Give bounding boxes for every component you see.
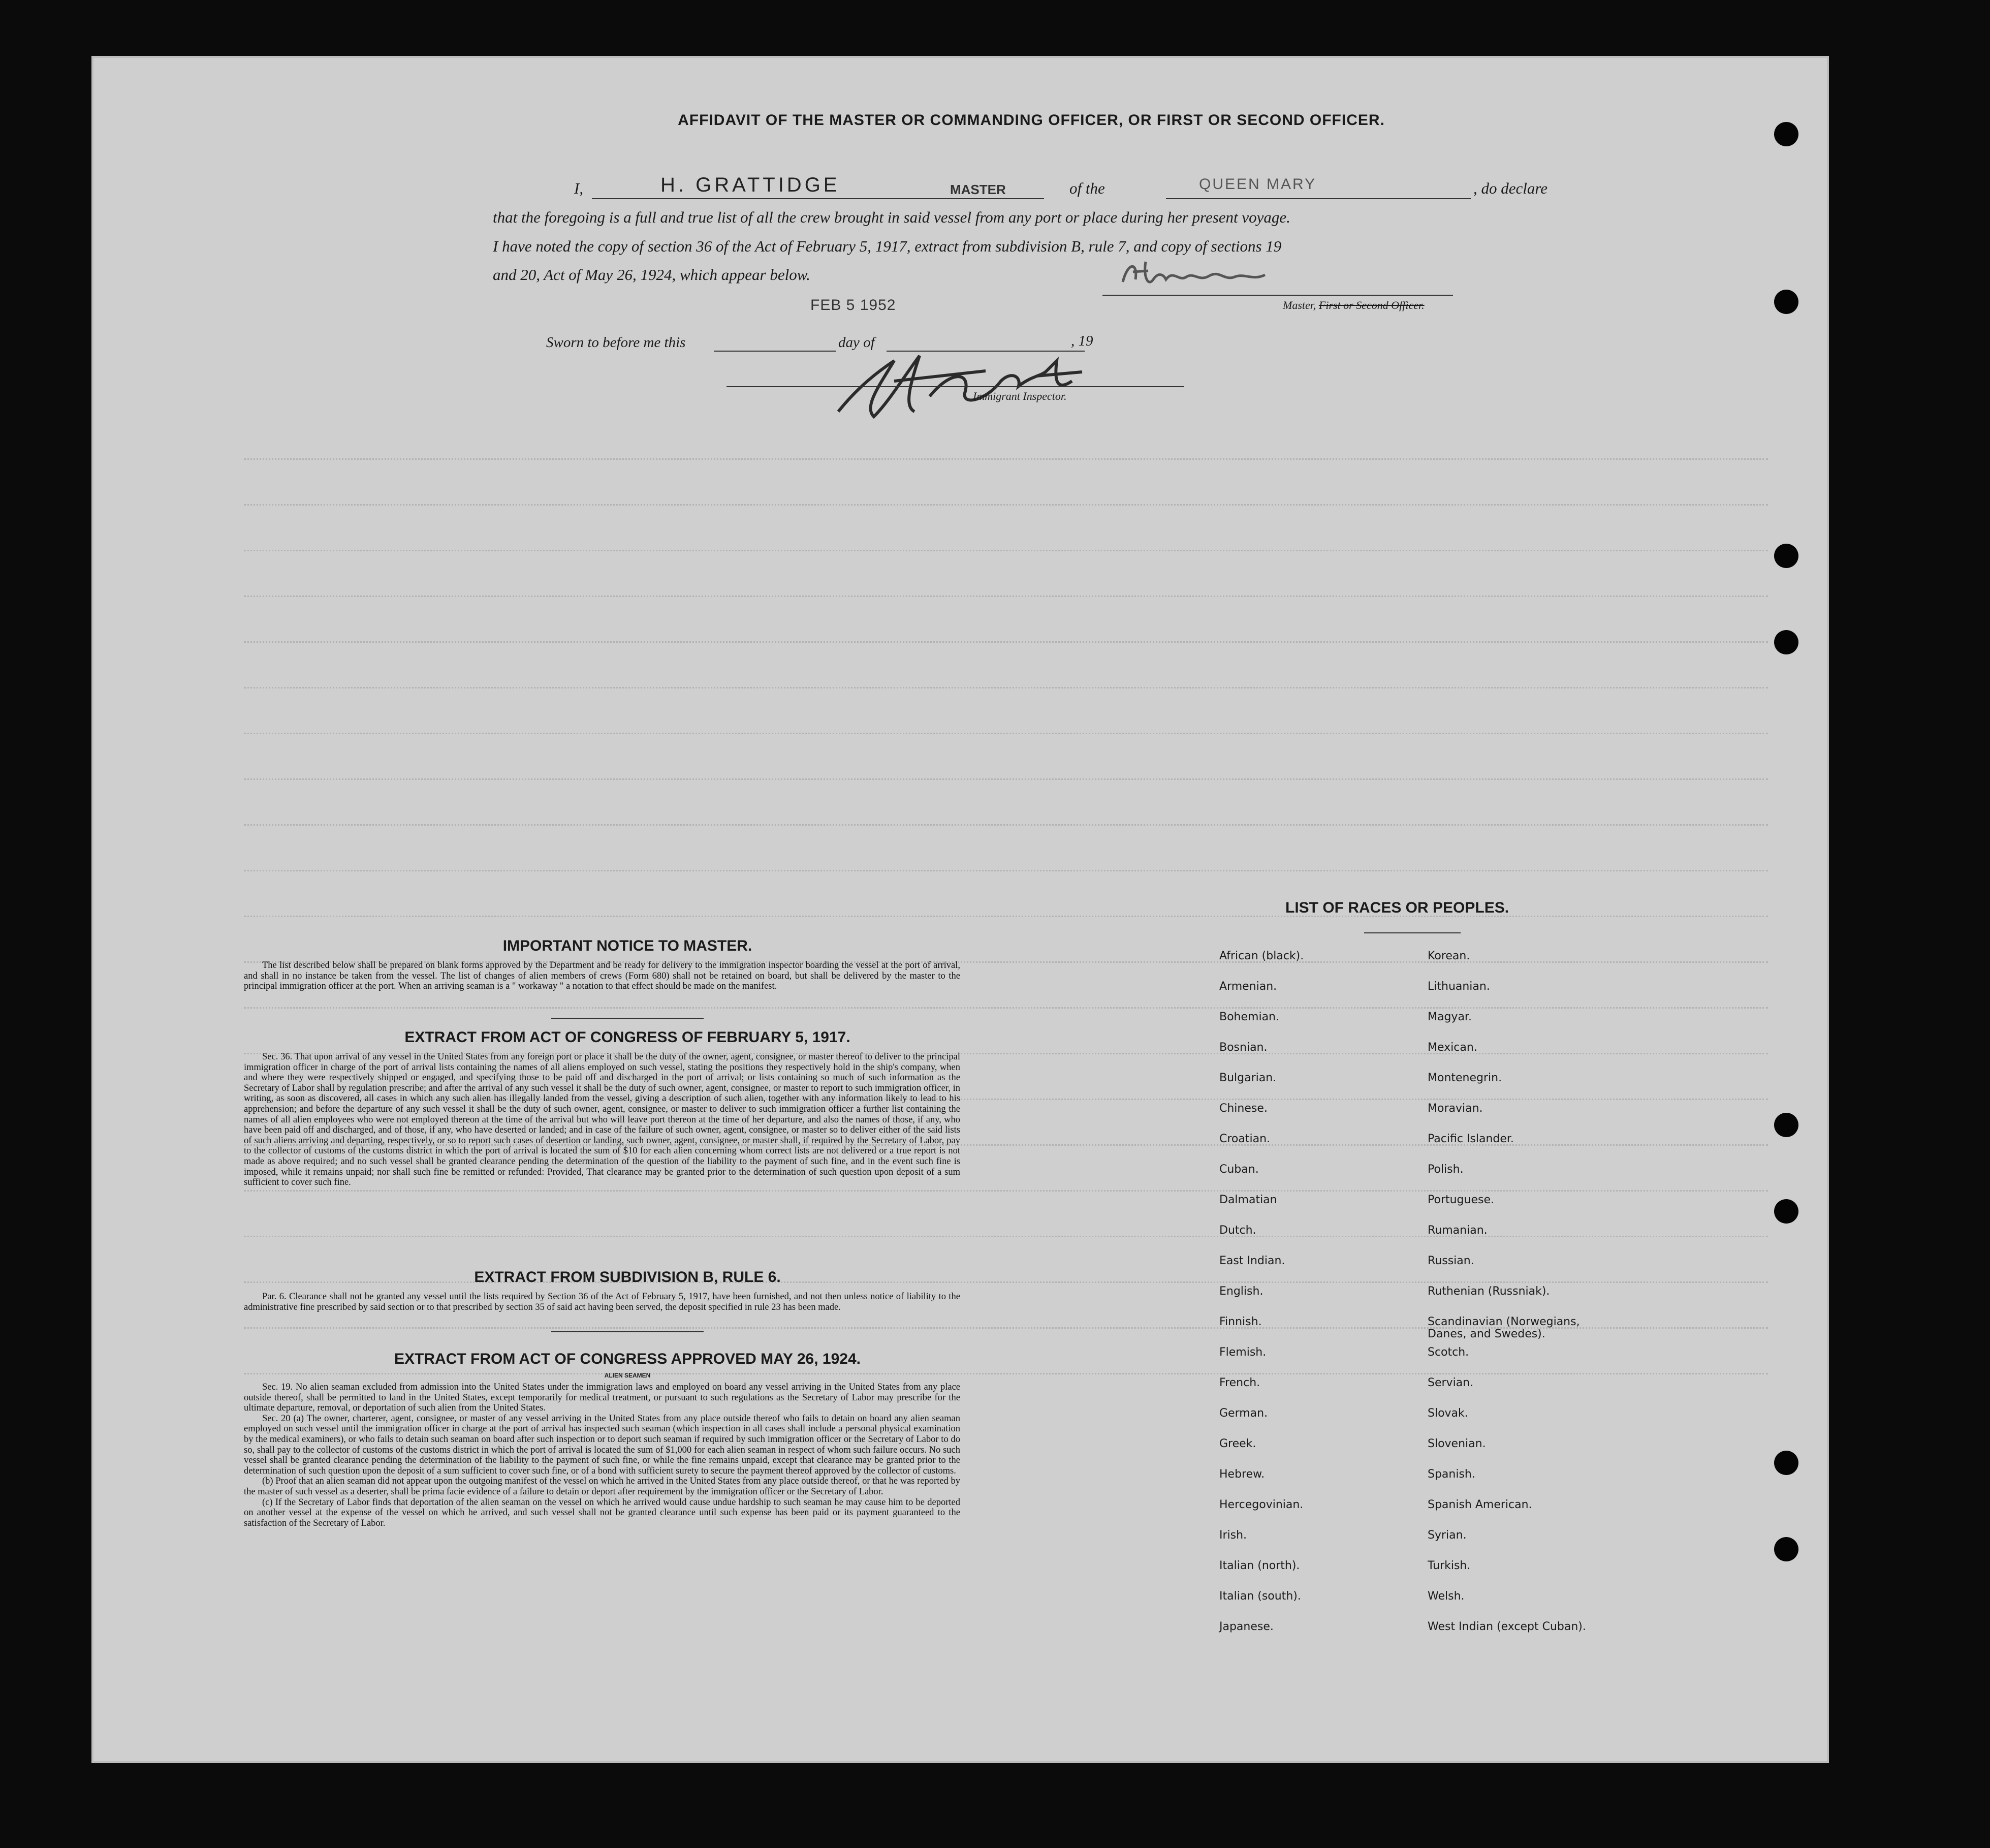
extract-1924-text xyxy=(244,1382,960,1528)
race-item: Moravian. xyxy=(1428,1102,1483,1115)
punch-hole xyxy=(1774,122,1798,146)
sworn-day-line xyxy=(714,351,836,352)
race-item: Rumanian. xyxy=(1428,1224,1488,1237)
race-item: French. xyxy=(1219,1376,1260,1389)
punch-hole xyxy=(1774,544,1798,568)
race-item: Slovenian. xyxy=(1428,1437,1486,1450)
race-item: Irish. xyxy=(1219,1529,1247,1542)
extract-1917-title: EXTRACT FROM ACT OF CONGRESS OF FEBRUARY 5, 1917. xyxy=(404,1029,850,1046)
race-item: Croatian. xyxy=(1219,1133,1271,1145)
master-name-line xyxy=(592,198,1044,199)
affidavit-do-declare: , do declare xyxy=(1473,179,1548,197)
race-item: Portuguese. xyxy=(1428,1194,1494,1206)
race-item: Mexican. xyxy=(1428,1041,1477,1054)
rule-6-title: EXTRACT FROM SUBDIVISION B, RULE 6. xyxy=(474,1269,781,1286)
race-item: Montenegrin. xyxy=(1428,1072,1502,1084)
document-page xyxy=(91,56,1829,1763)
extract-1924-subtitle: ALIEN SEAMEN xyxy=(604,1372,651,1379)
inspector-caption: Immigrant Inspector. xyxy=(973,390,1067,402)
affidavit-line-3: I have noted the copy of section 36 of the Act of February 5, 1917, extract from subdivision B, rule 7, and copy of sections 19 xyxy=(493,237,1282,255)
races-right-column xyxy=(1428,950,1595,1651)
race-item: Finnish. xyxy=(1219,1315,1262,1328)
extract-1924-sec-20c: (c) If the Secretary of Labor finds that deportation of the alien seaman on the vessel on which he arrived would cause undue hardship to such seaman he may cause him to be deported on another vessel at the expense of the vessel on which he arrived, and such vessel shall not be granted clearance until such expense has been paid or its payment guaranteed to the satisfaction of the Secretary of Labor. xyxy=(244,1497,960,1528)
race-item: Dalmatian xyxy=(1219,1194,1277,1206)
race-item: Hebrew. xyxy=(1219,1468,1265,1481)
races-title: LIST OF RACES OR PEOPLES. xyxy=(1285,899,1509,916)
race-item: Turkish. xyxy=(1428,1559,1471,1572)
race-item: Magyar. xyxy=(1428,1011,1472,1023)
race-item: Hercegovinian. xyxy=(1219,1498,1304,1511)
punch-hole xyxy=(1774,1537,1798,1561)
notice-text xyxy=(244,960,960,992)
punch-hole xyxy=(1774,1199,1798,1224)
extract-1924-title: EXTRACT FROM ACT OF CONGRESS APPROVED MAY 26, 1924. xyxy=(394,1351,861,1367)
extract-1924-sec-20b: (b) Proof that an alien seaman did not appear upon the outgoing manifest of the vessel on which he arrived in the United States from any place outside thereof, or that he was reported by the master of such vessel as a deserter, shall be prima facie evidence of a failure to detain or deport after requirement by the immigration officer or the Secretary of Labor. xyxy=(244,1476,960,1497)
punch-hole xyxy=(1774,630,1798,654)
race-item: Flemish. xyxy=(1219,1346,1267,1359)
divider xyxy=(551,1331,704,1332)
punch-hole xyxy=(1774,1113,1798,1137)
race-item: English. xyxy=(1219,1285,1264,1298)
extract-1924-sec-19: Sec. 19. No alien seaman excluded from admission into the United States under the immigration laws and employed on board any vessel arriving in the United States from any place outside thereof, shall be permitted to land in the United States, except temporarily for medical treatment, or pursuant to such regulations as the Secretary of Labor may prescribe for the ultimate departure, removal, or deportation of such alien from the United States. xyxy=(244,1382,960,1414)
vessel-line xyxy=(1166,198,1471,199)
master-caption-b: First or Second Officer. xyxy=(1318,299,1425,311)
race-item: Spanish American. xyxy=(1428,1498,1532,1511)
race-item: Japanese. xyxy=(1219,1620,1274,1633)
master-caption-a: Master, xyxy=(1283,299,1316,311)
race-item: Polish. xyxy=(1428,1163,1464,1176)
race-item: Italian (south). xyxy=(1219,1590,1301,1603)
vessel-name: QUEEN MARY xyxy=(1199,176,1317,193)
sworn-text-b: day of xyxy=(838,334,875,351)
affidavit-line-2: that the foregoing is a full and true list of all the crew brought in said vessel from any port or place during her present voyage. xyxy=(493,208,1290,226)
race-item: Pacific Islander. xyxy=(1428,1133,1514,1145)
rule-6-paragraph: Par. 6. Clearance shall not be granted any vessel until the lists required by Section 36 of the Act of February 5, 1917, have been furnished, and not then unless notice of liability to the administrative fine prescribed by said section or to that prescribed by section 35 of said act having been served, the deposit specified in rule 23 has been made. xyxy=(244,1292,960,1312)
extract-1917-text xyxy=(244,1052,960,1188)
notice-title: IMPORTANT NOTICE TO MASTER. xyxy=(502,937,752,954)
race-item: Spanish. xyxy=(1428,1468,1475,1481)
master-signature-line xyxy=(1102,295,1453,296)
race-item: East Indian. xyxy=(1219,1255,1285,1267)
master-name: H. GRATTIDGE xyxy=(660,174,840,196)
punch-hole xyxy=(1774,1451,1798,1475)
sworn-text-c: , 19 xyxy=(1071,333,1093,349)
race-item: African (black). xyxy=(1219,950,1304,962)
inspector-signature xyxy=(818,340,1102,427)
affidavit-line-4: and 20, Act of May 26, 1924, which appear below. xyxy=(493,266,810,284)
race-item: German. xyxy=(1219,1407,1268,1420)
divider xyxy=(1364,932,1461,933)
race-item: Korean. xyxy=(1428,950,1470,962)
race-item: West Indian (except Cuban). xyxy=(1428,1620,1586,1633)
races-left-column xyxy=(1219,950,1304,1651)
race-item: Greek. xyxy=(1219,1437,1256,1450)
affidavit-title: AFFIDAVIT OF THE MASTER OR COMMANDING OFFICER, OR FIRST OR SECOND OFFICER. xyxy=(678,112,1385,129)
race-item: Slovak. xyxy=(1428,1407,1468,1420)
race-item: Bohemian. xyxy=(1219,1011,1279,1023)
race-item: Lithuanian. xyxy=(1428,980,1490,993)
race-item: Welsh. xyxy=(1428,1590,1465,1603)
race-item: Bosnian. xyxy=(1219,1041,1268,1054)
race-item: Italian (north). xyxy=(1219,1559,1300,1572)
race-item: Chinese. xyxy=(1219,1102,1268,1115)
race-item: Armenian. xyxy=(1219,980,1277,993)
master-caption xyxy=(1283,299,1425,312)
divider xyxy=(551,1018,704,1019)
race-item: Cuban. xyxy=(1219,1163,1259,1176)
master-signature xyxy=(1118,252,1280,297)
punch-hole xyxy=(1774,290,1798,314)
race-item: Scandinavian (Norwegians, Danes, and Swedes). xyxy=(1428,1315,1580,1340)
affidavit-of-the: of the xyxy=(1069,179,1105,197)
sworn-text-a: Sworn to before me this xyxy=(546,334,686,351)
race-item: Russian. xyxy=(1428,1255,1474,1267)
race-item: Dutch. xyxy=(1219,1224,1256,1237)
race-item: Ruthenian (Russniak). xyxy=(1428,1285,1550,1298)
notice-paragraph: The list described below shall be prepared on blank forms approved by the Department and be ready for delivery to the immigration inspector boarding the vessel at the port of arrival, and shall in no instance be taken from the vessel. The list of changes of alien members of crews (Form 680) shall not be retained on board, but shall be delivered by the master to the principal immigration officer at the port. When an arriving seaman is a " workaway " a notation to that effect should be made on the manifest. xyxy=(244,960,960,992)
race-item: Scotch. xyxy=(1428,1346,1469,1359)
master-rank-stamp: MASTER xyxy=(950,182,1006,197)
race-item: Servian. xyxy=(1428,1376,1474,1389)
race-item: Syrian. xyxy=(1428,1529,1467,1542)
inspector-signature-line xyxy=(726,386,1184,387)
extract-1917-paragraph: Sec. 36. That upon arrival of any vessel in the United States from any foreign port or place it shall be the duty of the owner, agent, consignee, or master thereof to deliver to the principal immigration officer in charge of the port of arrival lists containing the names of all aliens employed on such vessel, stating the positions they respectively hold in the ship's company, when and where they were respectively shipped or engaged, and specifying those to be paid off and discharged in the port of arrival; or lists containing so much of such information as the Secretary of Labor shall by regulation prescribe; and after the arrival of any such vessel it shall be the duty of such owner, agent, consignee, or master to report to such immigration officer, in writing, as soon as discovered, all cases in which any such alien has illegally landed from the vessel, giving a description of such alien, together with any information likely to lead to his apprehension; and before the departure of any such vessel it shall be the duty of such owner, agent, consignee, or master to deliver to such immigration officer a further list containing the names of all alien employees who were not employed thereon at the time of the arrival but who will leave port thereon at the time of her departure, and also the names of those, if any, who have been paid off and discharged, and of those, if any, who have deserted or landed; and in case of the failure of such owner, agent, consignee, or master so to deliver either of the said lists of such aliens arriving and departing, respectively, or so to report such cases of desertion or landing, such owner, agent, consignee, or master shall, if required by the Secretary of Labor, pay to the collector of customs of the customs district in which the port of arrival is located the sum of $10 for each alien concerning whom correct lists are not delivered or a true report is not made as above required; and no such vessel shall be granted clearance pending the determination of the question of the liability to the payment of such fine, and in the event such fine is imposed, while it remains unpaid; nor shall such fine be remitted or refunded: Provided, That clearance may be granted prior to the determination of such question upon deposit of a sum sufficient to cover such fine. xyxy=(244,1052,960,1188)
race-item: Bulgarian. xyxy=(1219,1072,1277,1084)
affidavit-i: I, xyxy=(574,179,584,197)
date-stamp: FEB 5 1952 xyxy=(810,297,896,314)
rule-6-text xyxy=(244,1292,960,1312)
extract-1924-sec-20a: Sec. 20 (a) The owner, charterer, agent, consignee, or master of any vessel arriving in the United States from any place outside thereof who fails to detain on board any alien seaman employed on such vessel until the immigration officer in charge at the port of arrival has inspected such seaman (which inspection in all cases shall include a personal physical examination by the medical examiners), or who fails to detain such seaman on board after such inspection or to deport such seaman if required by such immigration officer or the Secretary of Labor to do so, shall pay to the collector of customs of the customs district in which the port of arrival is located the sum of $1,000 for each alien seaman in respect of whom such failure occurs. No such vessel shall be granted clearance pending the determination of the liability to the payment of such fine, or while the fine remains unpaid, except that clearance may be granted prior to the determination of such question upon the deposit of a sum sufficient to cover such fine, or of a bond with sufficient surety to secure the payment thereof approved by the collector of customs. xyxy=(244,1413,960,1476)
